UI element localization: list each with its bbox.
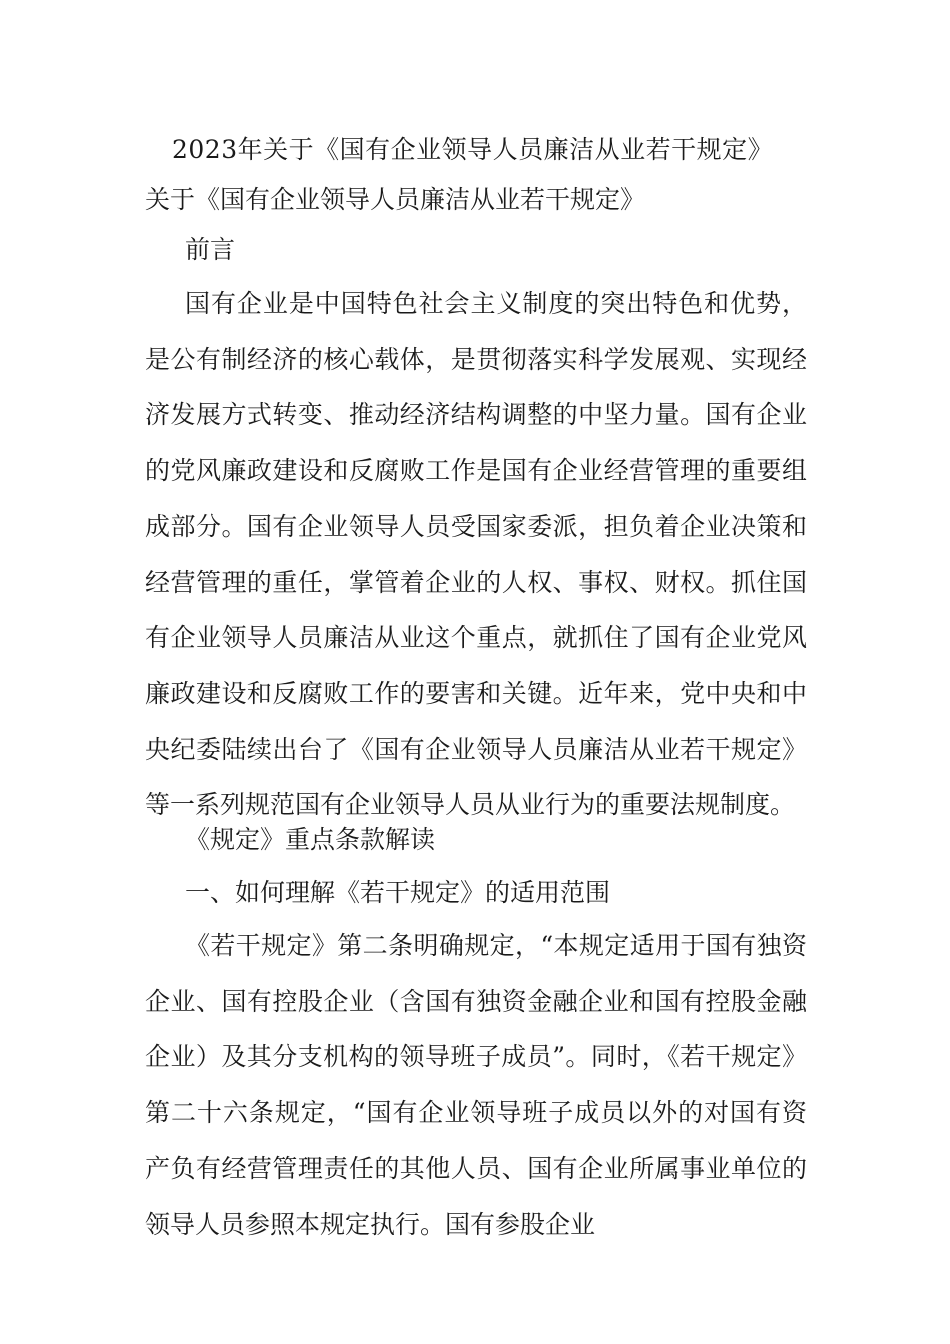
section1-paragraph: 《若干规定》第二条明确规定，“本规定适用于国有独资企业、国有控股企业（含国有独资金融企业和国有控股金融企业）及其分支机构的领导班子成员”。同时，《若干规定》第二十六条规定，“国有企业领导班子成员以外的对国有资产负有经营管理责任的其他人员、国有企业所属事业单位的领导人员参照本规定执行。国有参股企业	[145, 931, 807, 1239]
intro-paragraph: 国有企业是中国特色社会主义制度的突出特色和优势，是公有制经济的核心载体，是贯彻落实科学发展观、实现经济发展方式转变、推动经济结构调整的中坚力量。国有企业的党风廉政建设和反腐败工作是国有企业经营管理的重要组成部分。国有企业领导人员受国家委派，担负着企业决策和经营管理的重任，掌管着企业的人权、事权、财权。抓住国有企业领导人员廉洁从业这个重点，就抓住了国有企业党风廉政建设和反腐败工作的要害和关键。近年来，党中央和中央纪委陆续出台了《国有企业领导人员廉洁从业若干规定》等一系列规范国有企业领导人员从业行为的重要法规制度。	[145, 289, 807, 820]
document-title: 2023年关于《国有企业领导人员廉洁从业若干规定》	[172, 135, 774, 164]
rules-heading: 《规定》重点条款解读	[185, 825, 436, 854]
section1-heading: 一、如何理解《若干规定》的适用范围	[185, 878, 611, 907]
preface-heading: 前言	[185, 235, 236, 264]
document-subtitle: 关于《国有企业领导人员廉洁从业若干规定》	[145, 185, 646, 214]
